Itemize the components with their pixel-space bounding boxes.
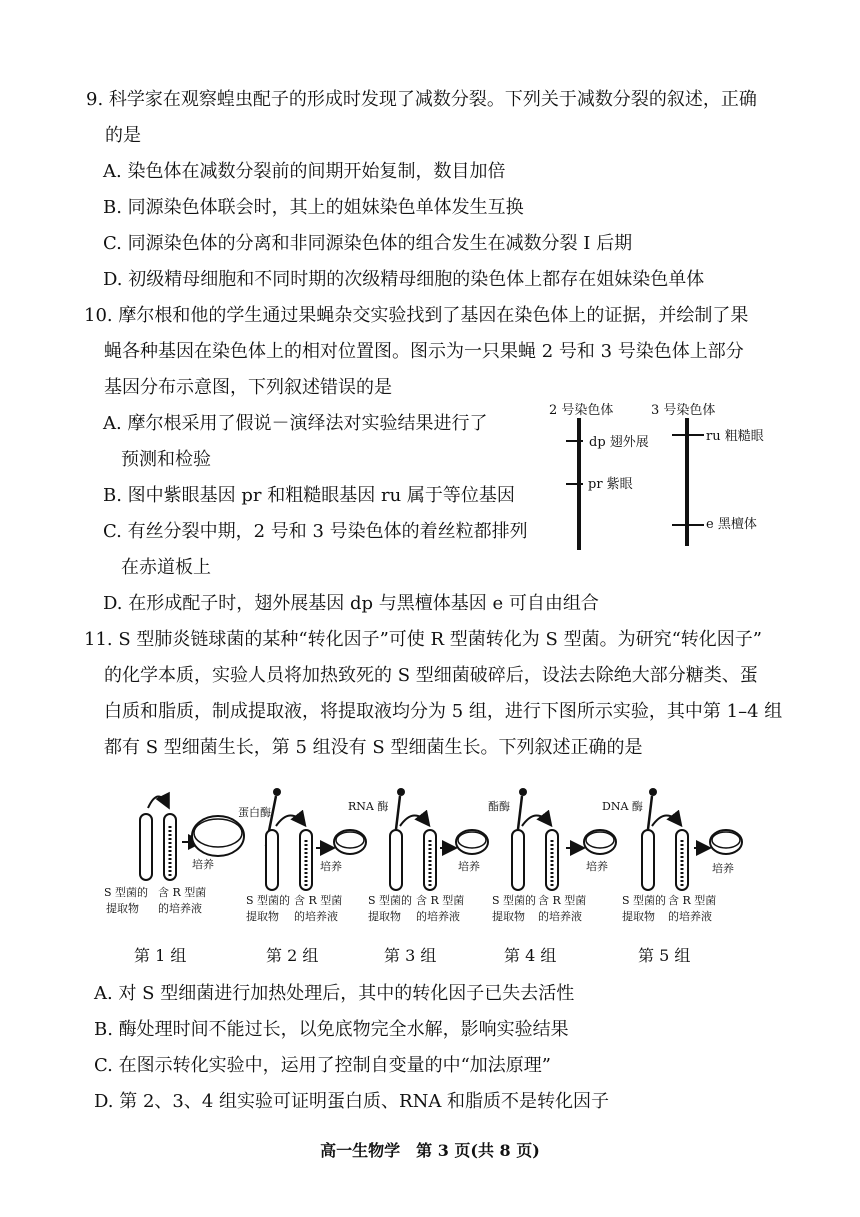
- q10-option-d: D. 在形成配子时，翅外展基因 dp 与黑檀体基因 e 可自由组合: [103, 593, 599, 614]
- q11-option-c: C. 在图示转化实验中，运用了控制自变量的中“加法原理”: [94, 1055, 551, 1076]
- enzyme-label-protease: 蛋白酶: [238, 806, 271, 819]
- group-3-apparatus: [390, 788, 488, 890]
- group5-s-extract-label-2: 提取物: [622, 910, 655, 923]
- group3-r-medium-label-2: 的培养液: [416, 910, 460, 923]
- group2-s-extract-label-2: 提取物: [246, 910, 279, 923]
- q9-option-c: C. 同源染色体的分离和非同源染色体的组合发生在减数分裂 I 后期: [103, 233, 633, 254]
- culture-label-5: 培养: [712, 862, 734, 875]
- group4-s-extract-label-2: 提取物: [492, 910, 525, 923]
- chromosome-3-label: 3 号染色体: [651, 403, 716, 418]
- group5-s-extract-label-1: S 型菌的: [622, 894, 667, 907]
- q10-option-b: B. 图中紫眼基因 pr 和粗糙眼基因 ru 属于等位基因: [103, 485, 515, 506]
- q11-option-a: A. 对 S 型细菌进行加热处理后，其中的转化因子已失去活性: [94, 983, 575, 1004]
- group2-r-medium-label-2: 的培养液: [294, 910, 338, 923]
- gene-ru-label: ru 粗糙眼: [706, 429, 764, 444]
- enzyme-label-rnase: RNA 酶: [348, 800, 389, 813]
- group1-s-extract-label-1: S 型菌的: [104, 886, 149, 899]
- group-4-apparatus: [512, 788, 616, 890]
- group-5-label: 第 5 组: [638, 946, 691, 965]
- gene-pr-label: pr 紫眼: [588, 477, 633, 492]
- gene-e-label: e 黑檀体: [706, 517, 757, 532]
- culture-label-4: 培养: [586, 860, 608, 873]
- culture-label-1: 培养: [192, 858, 214, 871]
- group4-s-extract-label-1: S 型菌的: [492, 894, 537, 907]
- group5-r-medium-label-1: 含 R 型菌: [668, 894, 717, 907]
- chromosome-2-label: 2 号染色体: [549, 403, 614, 418]
- group-2-label: 第 2 组: [266, 946, 319, 965]
- gene-dp-label: dp 翅外展: [589, 435, 649, 450]
- q11-stem-line4: 都有 S 型细菌生长，第 5 组没有 S 型细菌生长。下列叙述正确的是: [104, 737, 643, 758]
- group3-s-extract-label-1: S 型菌的: [368, 894, 413, 907]
- q10-option-c-line2: 在赤道板上: [121, 557, 211, 578]
- group5-r-medium-label-2: 的培养液: [668, 910, 712, 923]
- group1-s-extract-label-2: 提取物: [106, 902, 139, 915]
- group1-r-medium-label-2: 的培养液: [158, 902, 202, 915]
- q10-stem-line2: 蝇各种基因在染色体上的相对位置图。图示为一只果蝇 2 号和 3 号染色体上部分: [104, 341, 744, 362]
- q11-stem-line3: 白质和脂质，制成提取液，将提取液均分为 5 组，进行下图所示实验，其中第 1–4 组: [104, 701, 783, 722]
- group-1-label: 第 1 组: [134, 946, 187, 965]
- q11-stem-line1: 11. S 型肺炎链球菌的某种“转化因子”可使 R 型菌转化为 S 型菌。为研究“转化因子”: [84, 629, 762, 650]
- group2-r-medium-label-1: 含 R 型菌: [294, 894, 343, 907]
- q9-option-a: A. 染色体在减数分裂前的间期开始复制，数目加倍: [103, 161, 506, 182]
- q10-stem-line3: 基因分布示意图，下列叙述错误的是: [104, 377, 392, 398]
- group3-s-extract-label-2: 提取物: [368, 910, 401, 923]
- group2-s-extract-label-1: S 型菌的: [246, 894, 291, 907]
- group1-r-medium-label-1: 含 R 型菌: [158, 886, 207, 899]
- group-3-label: 第 3 组: [384, 946, 437, 965]
- group4-r-medium-label-1: 含 R 型菌: [538, 894, 587, 907]
- q11-stem-line2: 的化学本质，实验人员将加热致死的 S 型细菌破碎后，设法去除绝大部分糖类、蛋: [104, 665, 758, 686]
- q9-stem-line2: 的是: [105, 125, 141, 146]
- q10-stem-line1: 10. 摩尔根和他的学生通过果蝇杂交实验找到了基因在染色体上的证据，并绘制了果: [84, 305, 749, 326]
- q11-option-d: D. 第 2、3、4 组实验可证明蛋白质、RNA 和脂质不是转化因子: [94, 1091, 610, 1112]
- q10-option-a-line1: A. 摩尔根采用了假说－演绎法对实验结果进行了: [103, 413, 488, 434]
- group-4-label: 第 4 组: [504, 946, 557, 965]
- enzyme-label-lipase: 酯酶: [488, 800, 510, 813]
- enzyme-label-dnase: DNA 酶: [602, 800, 643, 813]
- q10-option-c-line1: C. 有丝分裂中期，2 号和 3 号染色体的着丝粒都排列: [103, 521, 528, 542]
- culture-label-3: 培养: [458, 860, 480, 873]
- group3-r-medium-label-1: 含 R 型菌: [416, 894, 465, 907]
- q9-option-b: B. 同源染色体联会时，其上的姐妹染色单体发生互换: [103, 197, 524, 218]
- q11-option-b: B. 酶处理时间不能过长，以免底物完全水解，影响实验结果: [94, 1019, 569, 1040]
- culture-label-2: 培养: [320, 860, 342, 873]
- q10-option-a-line2: 预测和检验: [121, 449, 211, 470]
- q9-option-d: D. 初级精母细胞和不同时期的次级精母细胞的染色体上都存在姐妹染色单体: [103, 269, 705, 290]
- group4-r-medium-label-2: 的培养液: [538, 910, 582, 923]
- page-footer: 高一生物学 第 3 页(共 8 页): [320, 1141, 540, 1160]
- q9-stem-line1: 9. 科学家在观察蝗虫配子的形成时发现了减数分裂。下列关于减数分裂的叙述，正确: [86, 89, 757, 110]
